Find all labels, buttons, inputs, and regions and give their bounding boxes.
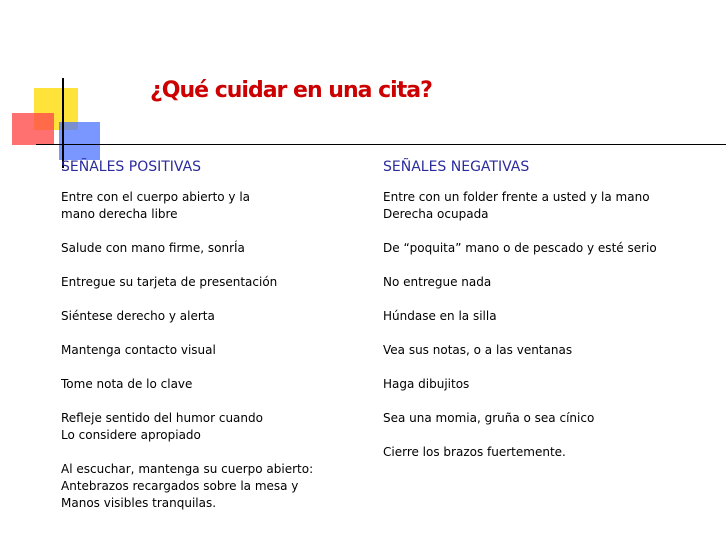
negative-item: Entre con un folder frente a usted y la mano Derecha ocupada [383,190,650,221]
decor-red-square [12,113,54,145]
negative-item: No entregue nada [383,275,492,289]
positive-signals-column [61,159,361,529]
positive-item: Entre con el cuerpo abierto y la mano derecha libre [61,190,251,221]
negative-item: De “poquita” mano o de pescado y esté serio [383,241,657,255]
positive-item: Mantenga contacto visual [61,343,216,357]
decor-blue-square [59,122,100,160]
decor-horizontal-line [36,144,726,145]
slide-title: ¿Qué cuidar en una cita? [150,78,432,103]
negative-signals-column [383,159,713,478]
positive-item: Tome nota de lo clave [61,377,193,391]
positive-item: Entregue su tarjeta de presentación [61,275,278,289]
negative-item: Húndase en la silla [383,309,497,323]
positive-item: Siéntese derecho y alerta [61,309,215,323]
positive-item: Salude con mano firme, sonrÍa [61,241,245,255]
positive-item: Al escuchar, mantenga su cuerpo abierto: Antebrazos recargados sobre la mesa y Manos visibles tranquilas. [61,462,314,510]
positive-signals-heading: SEÑALES POSITIVAS [61,159,202,175]
decor-vertical-line [62,78,64,168]
negative-item: Cierre los brazos fuertemente. [383,445,566,459]
negative-item: Haga dibujitos [383,377,470,391]
negative-item: Sea una momia, gruña o sea cínico [383,411,595,425]
negative-signals-heading: SEÑALES NEGATIVAS [383,159,530,175]
negative-item: Vea sus notas, o a las ventanas [383,343,573,357]
positive-item: Refleje sentido del humor cuando Lo considere apropiado [61,411,263,442]
